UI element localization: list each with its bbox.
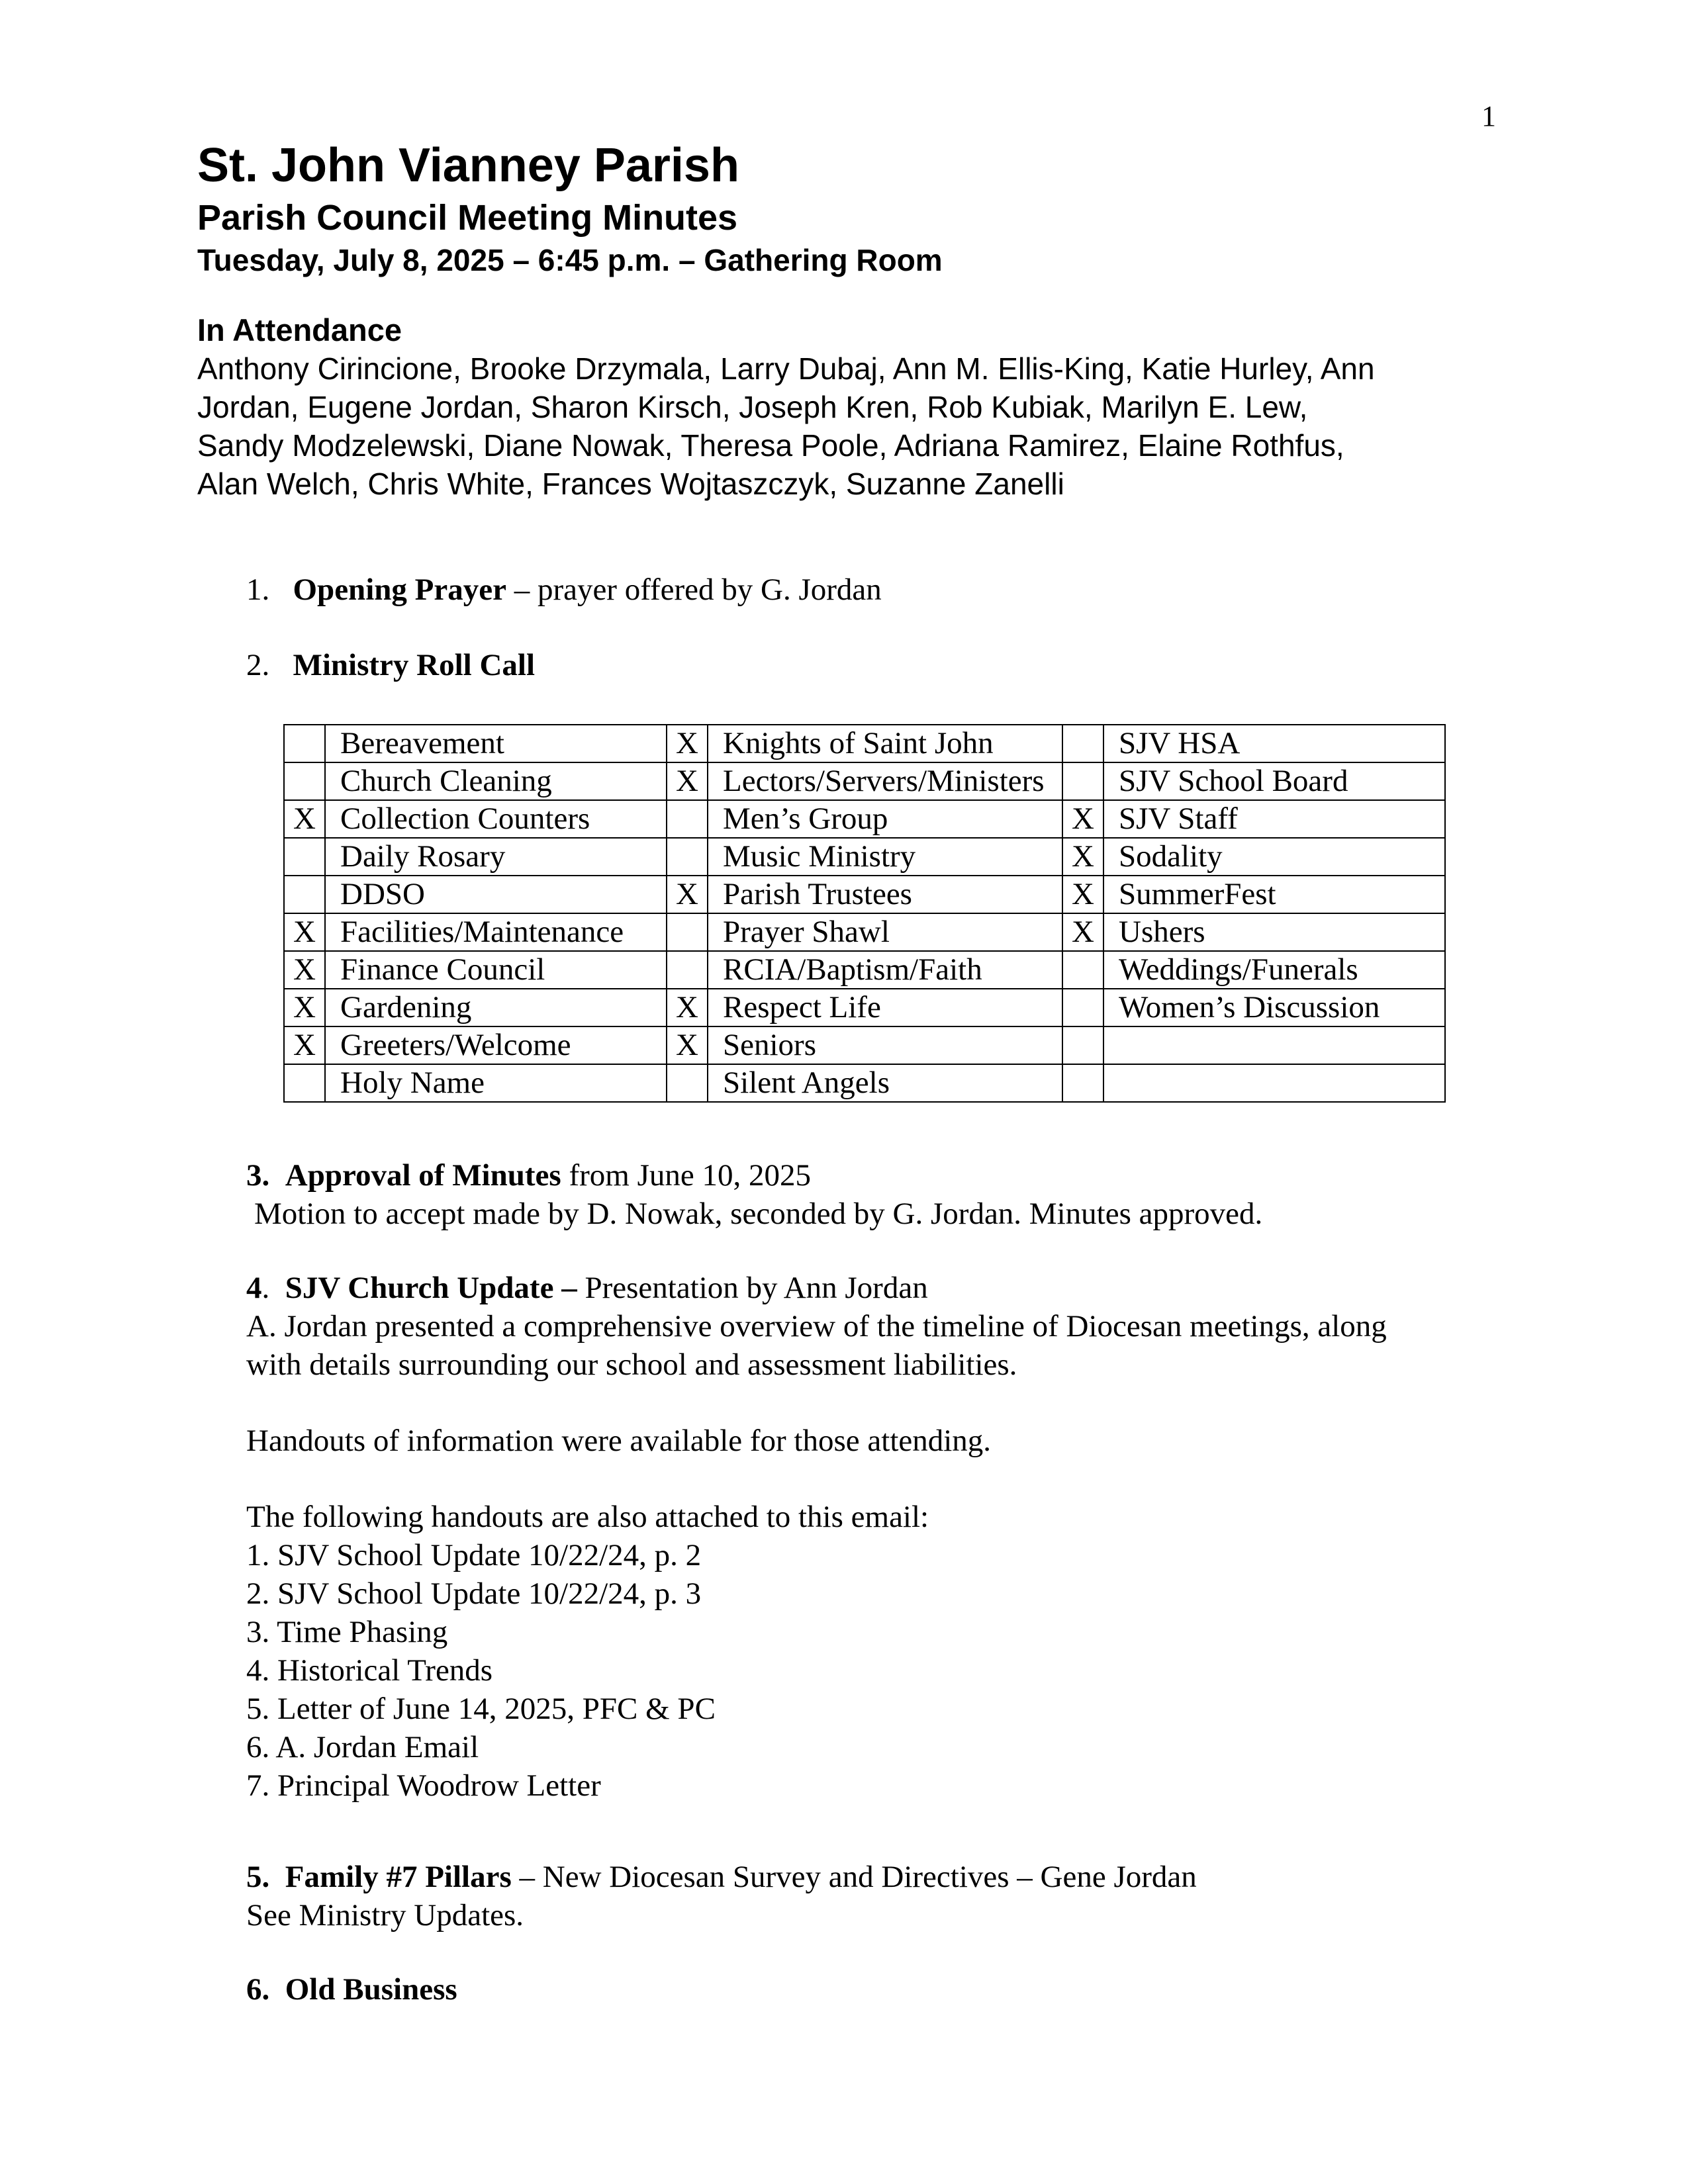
section-title: Approval of Minutes	[285, 1158, 561, 1193]
attendance-line: Jordan, Eugene Jordan, Sharon Kirsch, Joseph Kren, Rob Kubiak, Marilyn E. Lew,	[197, 390, 1308, 424]
ministry-name: Finance Council	[325, 951, 667, 989]
attendance-line: Sandy Modzelewski, Diane Nowak, Theresa Poole, Adriana Ramirez, Elaine Rothfus,	[197, 428, 1344, 463]
attendance-mark: X	[1062, 838, 1103, 876]
ministry-name: Lectors/Servers/Ministers	[708, 762, 1062, 800]
handout-item: 6. A. Jordan Email	[246, 1730, 479, 1764]
section-sjv-church-update: 4. SJV Church Update – Presentation by Ann Jordan A. Jordan presented a comprehensive overview of the timeline of Diocesan meetings, along with details surrounding our school and assessment liabilities. Handouts of information were available for those attending. The following handouts are also attached to this email: 1. SJV School Update 10/22/24, p. 2 2. SJV School Update 10/22/24, p. 3 3. Time Phasing 4. Historical Trends 5. Letter of June 14, 2025, PFC & PC 6. A. Jordan Email 7. Principal Woodrow Letter	[246, 1269, 1557, 1805]
ministry-name: Greeters/Welcome	[325, 1026, 667, 1064]
roll-call-row	[284, 838, 1445, 876]
parish-title: St. John Vianney Parish	[197, 139, 739, 192]
ministry-name: Parish Trustees	[708, 876, 1062, 913]
page-number: 1	[1481, 100, 1496, 132]
section-number: 1.	[246, 572, 270, 607]
attendance-mark	[1062, 725, 1103, 762]
attendance-heading: In Attendance	[197, 312, 402, 347]
attendance-line: Anthony Cirincione, Brooke Drzymala, Larry Dubaj, Ann M. Ellis-King, Katie Hurley, Ann	[197, 351, 1375, 386]
ministry-name: Facilities/Maintenance	[325, 913, 667, 951]
ministry-name: Prayer Shawl	[708, 913, 1062, 951]
ministry-name: Sodality	[1103, 838, 1445, 876]
roll-call-row	[284, 1064, 1445, 1102]
attendance-mark	[284, 876, 325, 913]
attendance-section	[197, 311, 1534, 503]
section-title-suffix: – New Diocesan Survey and Directives – Gene Jordan	[511, 1860, 1197, 1894]
handout-item: 4. Historical Trends	[246, 1653, 493, 1688]
attendance-mark: X	[667, 725, 708, 762]
section-text: Motion to accept made by D. Nowak, seconded by G. Jordan. Minutes approved.	[254, 1197, 1263, 1231]
ministry-name: Daily Rosary	[325, 838, 667, 876]
attendance-mark	[1062, 951, 1103, 989]
attendance-mark	[284, 725, 325, 762]
roll-call-row	[284, 762, 1445, 800]
roll-call-row	[284, 725, 1445, 762]
ministry-name	[1103, 1026, 1445, 1064]
ministry-name: Bereavement	[325, 725, 667, 762]
section-title-suffix: Presentation by Ann Jordan	[577, 1271, 928, 1305]
attendance-mark	[284, 1064, 325, 1102]
ministry-roll-call-table	[283, 724, 1446, 1103]
attendance-mark: X	[667, 876, 708, 913]
handout-item: 5. Letter of June 14, 2025, PFC & PC	[246, 1692, 716, 1726]
roll-call-row	[284, 876, 1445, 913]
section-number: 4	[246, 1271, 262, 1305]
attendance-mark	[284, 762, 325, 800]
update-paragraph: with details surrounding our school and assessment liabilities.	[246, 1347, 1017, 1382]
ministry-name: Collection Counters	[325, 800, 667, 838]
handouts-intro: The following handouts are also attached to this email:	[246, 1500, 929, 1534]
section-text: – prayer offered by G. Jordan	[506, 572, 882, 607]
section-approval-of-minutes	[246, 1156, 1557, 1233]
ministry-name	[1103, 1064, 1445, 1102]
section-title: SJV Church Update –	[285, 1271, 577, 1305]
ministry-name: SummerFest	[1103, 876, 1445, 913]
attendance-mark: X	[1062, 876, 1103, 913]
handout-item: 7. Principal Woodrow Letter	[246, 1768, 601, 1803]
ministry-name: Ushers	[1103, 913, 1445, 951]
handout-item: 2. SJV School Update 10/22/24, p. 3	[246, 1576, 702, 1611]
ministry-name: Gardening	[325, 989, 667, 1026]
attendance-mark: X	[284, 913, 325, 951]
section-title: Old Business	[285, 1972, 457, 2007]
ministry-name: Silent Angels	[708, 1064, 1062, 1102]
ministry-name: Church Cleaning	[325, 762, 667, 800]
attendance-mark: X	[667, 1026, 708, 1064]
section-number: 2.	[246, 648, 270, 682]
attendance-mark: X	[1062, 913, 1103, 951]
roll-call-row	[284, 1026, 1445, 1064]
section-number: 6.	[246, 1972, 270, 2007]
meeting-dateline: Tuesday, July 8, 2025 – 6:45 p.m. – Gathering Room	[197, 243, 943, 277]
attendance-mark: X	[284, 951, 325, 989]
ministry-name: Men’s Group	[708, 800, 1062, 838]
ministry-name: SJV School Board	[1103, 762, 1445, 800]
attendance-line: Alan Welch, Chris White, Frances Wojtaszczyk, Suzanne Zanelli	[197, 467, 1064, 501]
roll-call-row	[284, 800, 1445, 838]
ministry-name: Women’s Discussion	[1103, 989, 1445, 1026]
section-title: Family #7 Pillars	[285, 1860, 512, 1894]
ministry-name: Seniors	[708, 1026, 1062, 1064]
section-title: Ministry Roll Call	[293, 648, 536, 682]
section-family-pillars	[246, 1858, 1557, 1934]
attendance-mark: X	[284, 800, 325, 838]
section-number: 5.	[246, 1860, 270, 1894]
section-opening-prayer	[246, 570, 1557, 609]
attendance-mark	[284, 838, 325, 876]
attendance-mark	[667, 1064, 708, 1102]
attendance-mark	[1062, 762, 1103, 800]
roll-call-row	[284, 989, 1445, 1026]
attendance-mark: X	[667, 989, 708, 1026]
attendance-mark	[1062, 1026, 1103, 1064]
section-roll-call	[246, 646, 1557, 684]
handout-item: 3. Time Phasing	[246, 1615, 448, 1649]
document-header	[197, 136, 943, 280]
attendance-mark: X	[284, 989, 325, 1026]
ministry-name: Holy Name	[325, 1064, 667, 1102]
ministry-name: SJV HSA	[1103, 725, 1445, 762]
handouts-note: Handouts of information were available for those attending.	[246, 1424, 992, 1458]
section-title-suffix: from June 10, 2025	[561, 1158, 811, 1193]
ministry-name: Respect Life	[708, 989, 1062, 1026]
ministry-name: DDSO	[325, 876, 667, 913]
attendance-mark	[667, 913, 708, 951]
roll-call-row	[284, 951, 1445, 989]
section-number: 3.	[246, 1158, 270, 1193]
attendance-mark: X	[284, 1026, 325, 1064]
attendance-mark	[667, 838, 708, 876]
attendance-mark	[667, 951, 708, 989]
roll-call-row	[284, 913, 1445, 951]
handout-item: 1. SJV School Update 10/22/24, p. 2	[246, 1538, 702, 1572]
ministry-name: RCIA/Baptism/Faith	[708, 951, 1062, 989]
attendance-mark	[667, 800, 708, 838]
ministry-name: Weddings/Funerals	[1103, 951, 1445, 989]
section-title: Opening Prayer	[293, 572, 506, 607]
section-old-business	[246, 1970, 1557, 2009]
attendance-mark	[1062, 1064, 1103, 1102]
attendance-mark: X	[667, 762, 708, 800]
attendance-mark	[1062, 989, 1103, 1026]
ministry-name: Knights of Saint John	[708, 725, 1062, 762]
minutes-subtitle: Parish Council Meeting Minutes	[197, 198, 738, 238]
update-paragraph: A. Jordan presented a comprehensive overview of the timeline of Diocesan meetings, along	[246, 1309, 1387, 1343]
attendance-names	[197, 349, 1534, 503]
ministry-name: SJV Staff	[1103, 800, 1445, 838]
attendance-mark: X	[1062, 800, 1103, 838]
ministry-name: Music Ministry	[708, 838, 1062, 876]
section-text: See Ministry Updates.	[246, 1898, 524, 1933]
